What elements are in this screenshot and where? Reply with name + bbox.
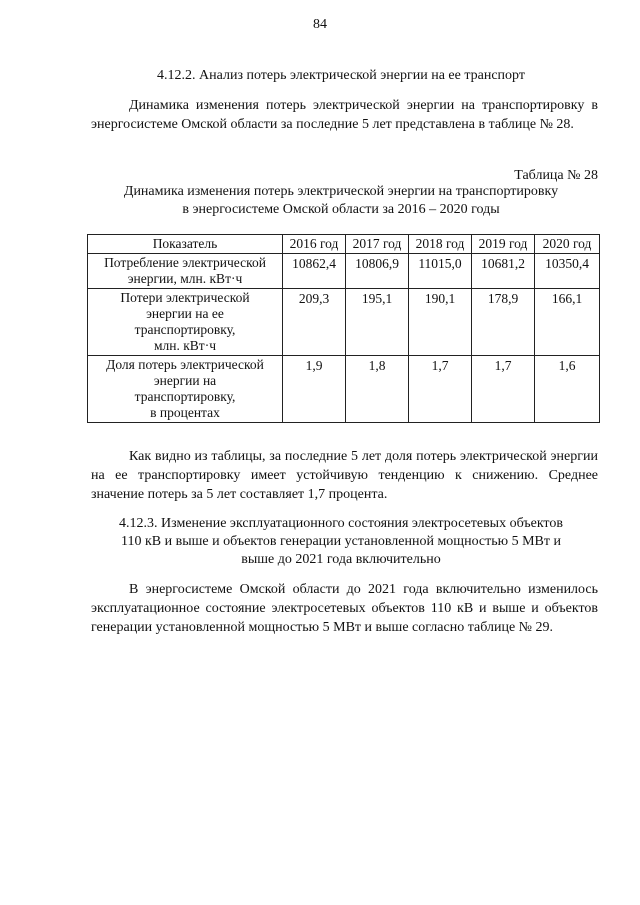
section-4-12-3-title-line-3: выше до 2021 года включительно	[241, 552, 441, 567]
header-year: 2019 год	[472, 235, 535, 254]
row-label-line: Доля потерь электрической	[106, 357, 264, 372]
header-year: 2020 год	[535, 235, 600, 254]
table-cell: 1,9	[283, 356, 346, 423]
table-number-label: Таблица № 28	[514, 168, 598, 183]
table-cell: 1,6	[535, 356, 600, 423]
row-label-line: энергии, млн. кВт·ч	[127, 271, 243, 286]
section-4-12-3-title-line-2: 110 кВ и выше и объектов генерации установленной мощностью 5 МВт и	[120, 534, 562, 549]
table-cell: 1,8	[346, 356, 409, 423]
row-label	[88, 289, 283, 356]
row-label-line: Потребление электрической	[104, 255, 266, 270]
table-cell: 10350,4	[535, 254, 600, 289]
table-cell: 11015,0	[409, 254, 472, 289]
section-4-12-3-paragraph: В энергосистеме Омской области до 2021 года включительно изменилось эксплуатационное состояние электросетевых объектов 110 кВ и выше и объектов генерации установленной мощностью 5 МВт и выше согласно таблице № 29.	[91, 582, 598, 635]
row-label-line: энергии на	[153, 373, 217, 388]
page-number: 84	[313, 17, 327, 32]
row-label-line: млн. кВт·ч	[153, 338, 216, 353]
table-cell: 10862,4	[283, 254, 346, 289]
row-label-line: в процентах	[150, 405, 220, 420]
table-cell: 1,7	[409, 356, 472, 423]
table-row	[88, 289, 600, 356]
table-row	[88, 356, 600, 423]
table-cell: 1,7	[472, 356, 535, 423]
row-label-line: энергии на ее	[146, 306, 224, 321]
header-indicator: Показатель	[88, 235, 283, 254]
section-4-12-3-title-line-1: 4.12.3. Изменение эксплуатационного состояния электросетевых объектов	[119, 516, 563, 531]
header-year: 2018 год	[409, 235, 472, 254]
row-label-line: Потери электрической	[120, 290, 250, 305]
losses-table	[87, 234, 600, 423]
header-year: 2016 год	[283, 235, 346, 254]
row-label	[88, 254, 283, 289]
section-4-12-3-title	[84, 515, 598, 569]
table-cell: 209,3	[283, 289, 346, 356]
conclusion-block	[91, 447, 598, 504]
table-cell: 178,9	[472, 289, 535, 356]
section-4-12-2-intro	[91, 96, 598, 134]
row-label-line: транспортировку,	[134, 389, 236, 404]
section-4-12-2-title: 4.12.2. Анализ потерь электрической энергии на ее транспорт	[157, 68, 525, 83]
table-cell: 10681,2	[472, 254, 535, 289]
conclusion-paragraph: Как видно из таблицы, за последние 5 лет доля потерь электрической энергии на ее транспортировку имеет устойчивую тенденцию к снижению. Среднее значение потерь за 5 лет составляет 1,7 процента.	[91, 449, 598, 502]
table-header-row	[88, 235, 600, 254]
header-year: 2017 год	[346, 235, 409, 254]
table-cell: 195,1	[346, 289, 409, 356]
table-cell: 190,1	[409, 289, 472, 356]
row-label	[88, 356, 283, 423]
intro-paragraph: Динамика изменения потерь электрической энергии на транспортировку в энергосистеме Омской области за последние 5 лет представлена в таблице № 28.	[91, 98, 598, 132]
table-title-line-2: в энергосистеме Омской области за 2016 – 2020 годы	[182, 202, 500, 217]
section-4-12-3-body	[91, 580, 598, 637]
table-title-line-1: Динамика изменения потерь электрической энергии на транспортировку	[123, 184, 559, 199]
table-row	[88, 254, 600, 289]
row-label-line: транспортировку,	[134, 322, 236, 337]
table-title	[84, 183, 598, 219]
table-cell: 166,1	[535, 289, 600, 356]
table-cell: 10806,9	[346, 254, 409, 289]
